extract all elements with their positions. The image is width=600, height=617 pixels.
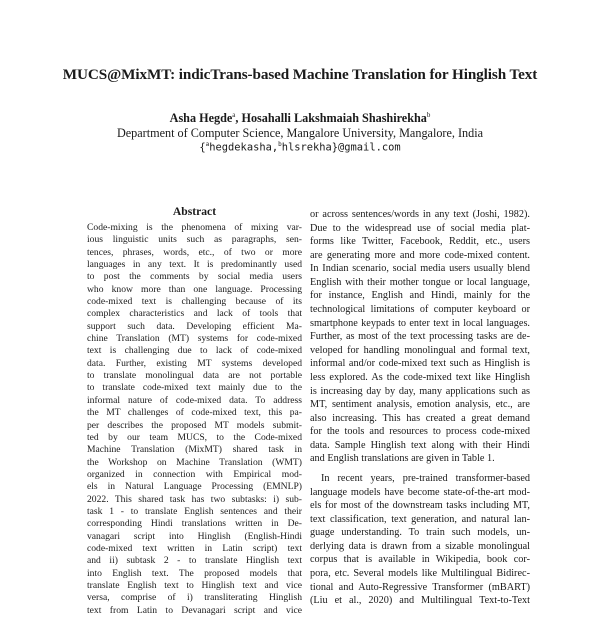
body-line: els for most of the downstream tasks including MT, bbox=[310, 500, 530, 512]
body-line: also increasing. This has created a great demand bbox=[310, 412, 530, 424]
body-line: technological limitations of computer keyboard or bbox=[310, 304, 530, 316]
body-line: informal and/or code-mixed text such as Hinglish is bbox=[310, 358, 530, 370]
body-line: for the tools and resources to process code-mixed bbox=[310, 426, 530, 438]
abstract-line: who know more than one language. Processing bbox=[87, 283, 302, 295]
abstract-line: versa, comprise of i) transliterating Hinglish bbox=[87, 592, 302, 604]
author-name: Hosahalli Lakshmaiah Shashirekha bbox=[241, 111, 427, 126]
body-line: English with their mother tongue or local language, bbox=[310, 276, 530, 288]
abstract-line: translate English text to Hinglish text and vice bbox=[87, 579, 302, 591]
abstract-line: Code-mixing is the phenomena of mixing var- bbox=[87, 222, 302, 233]
body-line: derlying data is drawn from a sizable monolingual bbox=[310, 540, 530, 552]
body-line: In recent years, pre-trained transformer-based bbox=[321, 472, 530, 484]
body-line: pora, etc. Several models like Multilingual Bidirec- bbox=[310, 568, 530, 580]
body-line: or across sentences/words in any text (Joshi, 1982). bbox=[310, 209, 530, 220]
body-line: text classification, text generation, and natural lan- bbox=[310, 513, 530, 525]
body-line: corpus that is available in Wikipedia, book cor- bbox=[310, 554, 530, 566]
abstract-line: to post the comments by social media users bbox=[87, 271, 302, 283]
abstract-line: corresponding Hindi translations written in De- bbox=[87, 518, 302, 530]
abstract-line: ted by our team MUCS, to the Code-mixed bbox=[87, 431, 302, 443]
abstract-line: to translate code-mixed text mainly due to the bbox=[87, 382, 302, 394]
abstract-line: per describes the proposed MT models submit- bbox=[87, 419, 302, 431]
body-line: forms like Twitter, Facebook, Reddit, etc., users bbox=[310, 236, 530, 248]
abstract-line: text from Latin to Devanagari script and vice bbox=[87, 604, 302, 616]
abstract-line: code-mixed text is challenging because of its bbox=[87, 296, 302, 308]
body-line: In Indian scenario, social media users usually blend bbox=[310, 263, 530, 275]
abstract-line: into English text. The proposed models that bbox=[87, 567, 302, 579]
body-line: (Liu et al., 2020) and Multilingual Text-to-Text bbox=[310, 595, 530, 607]
abstract-line: 2022. This shared task has two subtasks: i) sub- bbox=[87, 493, 302, 505]
email-superscript: b bbox=[278, 141, 282, 148]
abstract-line: code-mixed text written in Latin script) text bbox=[87, 542, 302, 554]
abstract-line: support such data. Developing efficient Ma- bbox=[87, 320, 302, 332]
body-line: MT, sentiment analysis, emotion analysis, etc., are bbox=[310, 399, 530, 411]
abstract-line: data. Further, existing MT systems developed bbox=[87, 357, 302, 369]
author-list: Asha Hegde$^a$, Hosahalli Lakshmaiah Shashirekha$^b$ bbox=[169, 111, 431, 126]
abstract-line: ious linguistic units such as paragraphs, sen- bbox=[87, 234, 302, 246]
author-superscript: a bbox=[232, 111, 236, 119]
author-name: Asha Hegde bbox=[169, 111, 233, 126]
body-line: Due to the widespread use of social media plat- bbox=[310, 222, 530, 234]
abstract-line: vanagari script into Hinglish (English-Hindi bbox=[87, 530, 302, 542]
body-line: guage understanding. To train such models, un- bbox=[310, 527, 530, 539]
abstract-line: complex characteristics and lack of tools that bbox=[87, 308, 302, 320]
body-line: language models have become state-of-the-art mod- bbox=[310, 486, 530, 498]
email-user: hlsrekha}@gmail.com bbox=[281, 141, 401, 154]
author-superscript: b bbox=[426, 111, 431, 119]
body-line: is increasing day by day, many applications such as bbox=[310, 385, 530, 397]
abstract-line: informal nature of code-mixed data. To address bbox=[87, 394, 302, 406]
abstract-line: the MT challenges of code-mixed text, this pa- bbox=[87, 407, 302, 419]
body-line: tional and Auto-Regressive Transformer (mBART) bbox=[310, 581, 530, 593]
email-brace: { bbox=[199, 141, 206, 154]
abstract-line: task 1 - to translate English sentences and their bbox=[87, 505, 302, 517]
body-line: smartphone keypads to enter text in local languages. bbox=[310, 317, 530, 329]
body-line: and English translations are given in Table 1. bbox=[310, 453, 495, 465]
introduction-body bbox=[310, 208, 530, 608]
author-emails bbox=[0, 141, 600, 153]
abstract-line: to translate monolingual data are not portable bbox=[87, 370, 302, 382]
body-line: Further, as most of the text processing tasks are de- bbox=[310, 331, 530, 343]
email-user: hegdekasha, bbox=[209, 141, 279, 154]
email-superscript: a bbox=[205, 141, 210, 148]
abstract-line: chine Translation (MT) systems for code-mixed bbox=[87, 333, 302, 345]
abstract-line: tences, phrases, words, etc., of two or more bbox=[87, 246, 302, 258]
abstract-line: organized in connection with Empirical mod- bbox=[87, 468, 302, 480]
abstract-line: languages in any text. It is predominantly used bbox=[87, 259, 302, 271]
body-line: are generating more and more code-mixed content. bbox=[310, 249, 530, 261]
paper-title: MUCS@MixMT: indicTrans-based Machine Translation for Hinglish Text bbox=[62, 66, 538, 83]
body-line: data. Sample Hinglish text along with their Hindi bbox=[310, 439, 530, 451]
affiliation: Department of Computer Science, Mangalore University, Mangalore, India bbox=[116, 126, 484, 140]
abstract-line: the Workshop on Machine Translation (WMT) bbox=[87, 456, 302, 468]
abstract-line: Machine Translation (MixMT) shared task in bbox=[87, 444, 302, 456]
body-line: for instance, English and Hindi, mainly for the bbox=[310, 290, 530, 302]
body-line: veloped for handling monolingual and formal text, bbox=[310, 344, 530, 356]
abstract-line: els in Natural Language Processing (EMNLP) bbox=[87, 481, 302, 493]
abstract-line: and ii) subtask 2 - to translate Hinglish text bbox=[87, 555, 302, 567]
abstract-body bbox=[87, 222, 302, 617]
abstract-line: text is challenging due to lack of code-mixed bbox=[87, 345, 302, 357]
abstract-heading: Abstract bbox=[172, 205, 217, 218]
body-line: less explored. As the code-mixed text like Hinglish bbox=[310, 371, 530, 383]
